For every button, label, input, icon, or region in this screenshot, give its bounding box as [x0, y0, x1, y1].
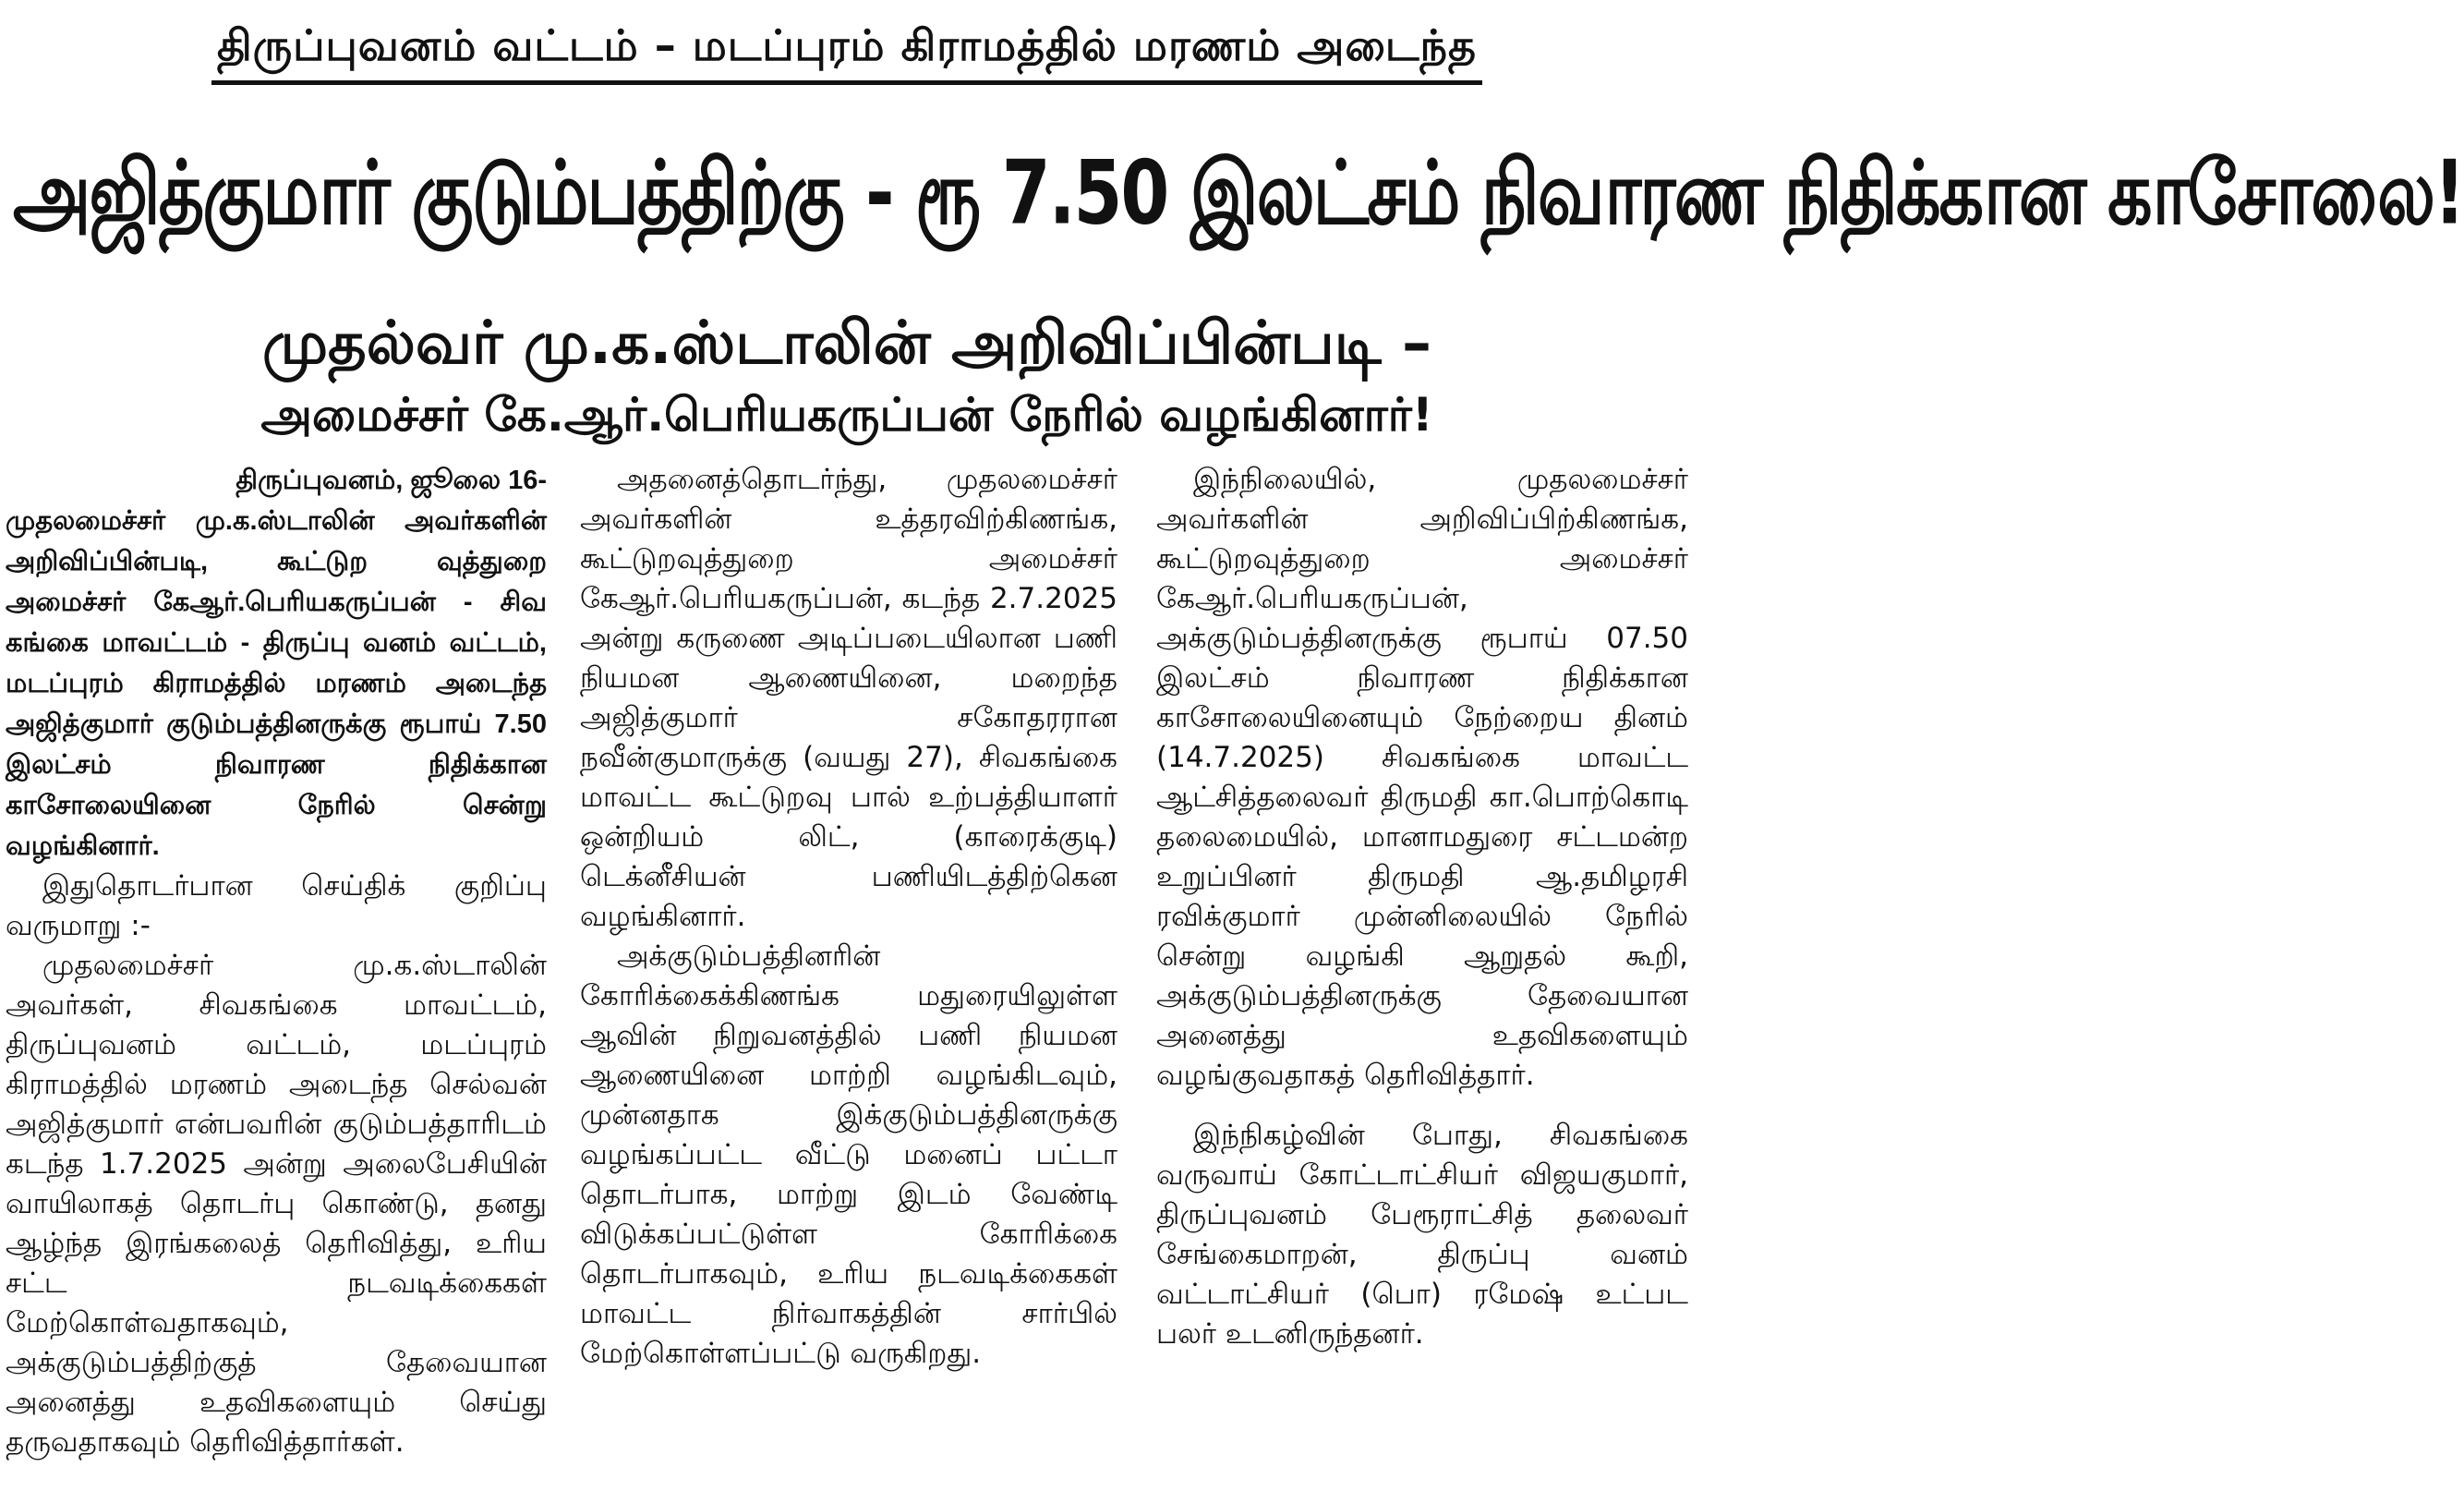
headline: அஜித்குமார் குடும்பத்திற்கு - ரூ 7.50 இலட்சம் நிவாரண நிதிக்கான காசோலை!: [13, 140, 2464, 244]
dateline: திருப்புவனம், ஜூலை 16-: [236, 466, 547, 495]
article-body: [0, 460, 1694, 1485]
column-1: [6, 460, 547, 1462]
subheadline-2: அமைச்சர் கே.ஆர்.பெரியகருப்பன் நேரில் வழங்கினார்!: [260, 388, 1433, 442]
subheadline-1: முதல்வர் மு.க.ஸ்டாலின் அறிவிப்பின்படி –: [261, 309, 1432, 378]
kicker-line: [0, 20, 1694, 85]
col1-paragraph-2: இதுதொடர்பான செய்திக் குறிப்பு வருமாறு :-: [6, 869, 547, 942]
col3-paragraph-2: இந்நிகழ்வின் போது, சிவகங்கை வருவாய் கோட்டாட்சியர் விஜயகுமார், திருப்புவனம் பேரூராட்சித் தலைவர் சேங்கைமாறன், திருப்பு வனம் வட்டாட்சியர் (பொ) ரமேஷ் உட்பட பலர் உடனிருந்தனர்.: [1156, 1119, 1688, 1351]
col2-paragraph-1: அதனைத்தொடர்ந்து, முதலமைச்சர் அவர்களின் உத்தரவிற்கிணங்க, கூட்டுறவுத்துறை அமைச்சர் கேஆர்.பெரியகருப்பன், கடந்த 2.7.2025 அன்று கருணை அடிப்படையிலான பணி நியமன ஆணையினை, மறைந்த அஜித்குமார் சகோதரரான நவீன்குமாருக்கு (வயது 27), சிவகங்கை மாவட்ட கூட்டுறவு பால் உற்பத்தியாளர் ஒன்றியம் லிட், (காரைக்குடி) டெக்னீசியன் பணியிடத்திற்கென வழங்கினார்.: [580, 463, 1117, 933]
kicker-text: திருப்புவனம் வட்டம் – மடப்புரம் கிராமத்தில் மரணம் அடைந்த: [211, 20, 1482, 85]
col1-paragraph-3: முதலமைச்சர் மு.க.ஸ்டாலின் அவர்கள், சிவகங்கை மாவட்டம், திருப்புவனம் வட்டம், மடப்புரம் கிராமத்தில் மரணம் அடைந்த செல்வன் அஜித்குமார் என்பவரின் குடும்பத்தாரிடம் கடந்த 1.7.2025 அன்று அலைபேசியின் வாயிலாகத் தொடர்பு கொண்டு, தனது ஆழ்ந்த இரங்கலைத் தெரிவித்து, உரிய சட்ட நடவடிக்கைகள் மேற்கொள்வதாகவும், அக்குடும்பத்திற்குத் தேவையான அனைத்து உதவிகளையும் செய்து தருவதாகவும் தெரிவித்தார்கள்.: [6, 949, 547, 1459]
col3-paragraph-1: இந்நிலையில், முதலமைச்சர் அவர்களின் அறிவிப்பிற்கிணங்க, கூட்டுறவுத்துறை அமைச்சர் கேஆர்.பெரியகருப்பன், அக்குடும்பத்தினருக்கு ரூபாய் 07.50 இலட்சம் நிவாரண நிதிக்கான காசோலையினையும் நேற்றைய தினம் (14.7.2025) சிவகங்கை மாவட்ட ஆட்சித்தலைவர் திருமதி கா.பொற்கொடி தலைமையில், மானாமதுரை சட்டமன்ற உறுப்பினர் திருமதி ஆ.தமிழரசி ரவிக்குமார் முன்னிலையில் நேரில் சென்று வழங்கி ஆறுதல் கூறி, அக்குடும்பத்தினருக்கு தேவையான அனைத்து உதவிகளையும் வழங்குவதாகத் தெரிவித்தார்.: [1156, 463, 1688, 1092]
lead-paragraph: [6, 460, 547, 867]
col2-paragraph-2: அக்குடும்பத்தினரின் கோரிக்கைக்கிணங்க மதுரையிலுள்ள ஆவின் நிறுவனத்தில் பணி நியமன ஆணையினை மாற்றி வழங்கிடவும், முன்னதாக இக்குடும்பத்தினருக்கு வழங்கப்பட்ட வீட்டு மனைப் பட்டா தொடர்பாக, மாற்று இடம் வேண்டி விடுக்கப்பட்டுள்ள கோரிக்கை தொடர்பாகவும், உரிய நடவடிக்கைகள் மாவட்ட நிர்வாகத்தின் சார்பில் மேற்கொள்ளப்பட்டு வருகிறது.: [580, 939, 1117, 1370]
lead-text: முதலமைச்சர் மு.க.ஸ்டாலின் அவர்களின் அறிவிப்பின்படி, கூட்டுற வுத்துறை அமைச்சர் கேஆர்.பெரியகருப்பன் - சிவ கங்கை மாவட்டம் - திருப்பு வனம் வட்டம், மடப்புரம் கிராமத்தில் மரணம் அடைந்த அஜித்குமார் குடும்பத்தினருக்கு ரூபாய் 7.50 இலட்சம் நிவாரண நிதிக்கான காசோலையினை நேரில் சென்று வழங்கினார்.: [6, 506, 547, 861]
column-3: [1156, 460, 1688, 1354]
paragraph-gap: [1156, 1096, 1688, 1116]
column-2: [580, 460, 1117, 1374]
